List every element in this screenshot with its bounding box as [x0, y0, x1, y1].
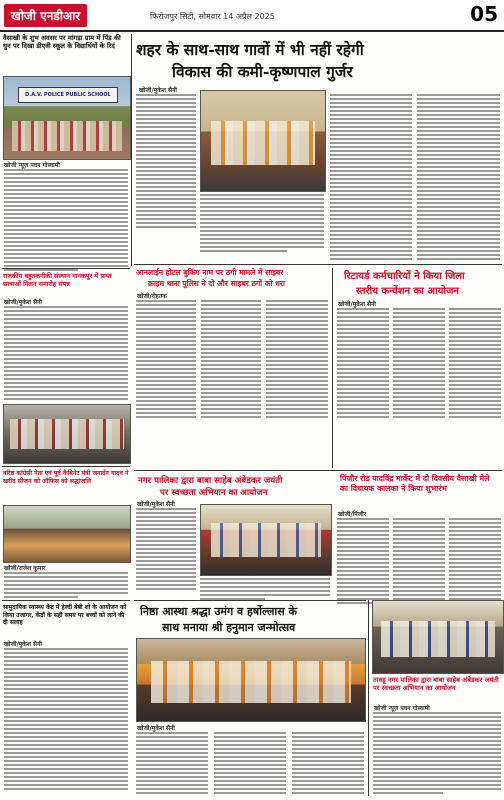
headline-hanuman-line2: साथ मनाया श्री हनुमान जन्मोत्सव: [162, 621, 296, 634]
body-pinjor-col2: [393, 518, 445, 606]
body-pinjor-col1: [337, 518, 389, 606]
headline-hanuman-line1: निष्ठा आस्था श्रद्धा उमंग व हर्षोल्लास के: [140, 605, 297, 618]
byline-hanuman: खोजी/मुकेश सैनी: [137, 725, 175, 732]
headline-retired-line1: रिटायर्ड कर्मचारियों ने किया जिला: [344, 271, 465, 282]
body-hanuman-col3: [292, 732, 364, 796]
body-rajbhawan: [4, 306, 128, 402]
body-officer: [4, 572, 128, 600]
body-banner-col2: [200, 194, 324, 254]
masthead: [0, 0, 504, 32]
byline-retired: खोजी/मुकेश सैनी: [338, 301, 376, 308]
body-hanuman-col1: [136, 732, 208, 796]
headline-cyber-line2: क्राइम थाना पुलिस ने दो और साइबर ठगों को धरा: [148, 279, 285, 288]
body-banner-col1: [136, 94, 196, 230]
body-ambedkar-col1: [136, 508, 196, 592]
photo-rajbhawan: [3, 404, 131, 464]
photo-tavadu: [372, 600, 504, 674]
headline-tavadu: तावडू नगर पालिका द्वारा बाबा साहेब अंबेडकर जयंती पर स्वच्छता अभियान का आयोजन: [373, 676, 499, 693]
byline-tavadu: खोजी न्यूज़ पवन गोस्वामी: [374, 705, 430, 712]
headline-retired-line2: स्तरीय कन्वेंशन का आयोजन: [356, 286, 459, 297]
headline-pinjor: पिंजौर रोड यादविंद्र मार्केट में दो दिवसीय वैसाखी मेले का विधायक कालका ने किया शुभारंभ: [340, 474, 490, 493]
body-banner-col3: [330, 94, 412, 262]
headline-rajbhawan: राजकीय बहुतकनीकी संस्थान नानकपुर में प्राप्त छात्राओं मिलन समारोह संपन्न: [3, 272, 112, 288]
byline-banner: खोजी/मुकेश सैनी: [139, 87, 177, 94]
byline-mahila: खोजी/मुकेश सैनी: [4, 641, 42, 648]
body-pinjor-col3: [449, 518, 501, 606]
body-ambedkar-col2: [200, 578, 330, 602]
headline-mahila: सामुदायिक स्वास्थ्य केंद्र में हेल्दी बेबी शो के आयोजन को किया उजागर, केंद्रों के सही समय पर बच्चों को लाने की दी सलाह: [3, 604, 127, 627]
body-tavadu: [373, 712, 501, 796]
photo-hanuman: [136, 638, 366, 722]
body-hanuman-col2: [214, 732, 286, 796]
brand-logo: खोजी एनडीआर: [4, 4, 87, 27]
body-retired-col3: [449, 308, 501, 420]
byline-cyber: खोजी/रोहतक: [137, 293, 167, 300]
photo-banner-ceremony: [200, 90, 326, 192]
headline-banner-line2: विकास की कमी-कृष्णपाल गुर्जर: [172, 62, 353, 81]
byline-school: खोजी न्यूज़ पवन गोस्वामी: [4, 162, 60, 169]
photo-ambedkar: [200, 504, 332, 576]
photo-officer: [3, 505, 131, 563]
headline-banner-line1: शहर के साथ-साथ गावों में भी नहीं रहेगी: [136, 40, 364, 59]
headline-cyber-line1: आनलाईन होटल बुकिंग नाम पर ठगी मामले में साइबर: [136, 268, 284, 277]
byline-officer: खोजी/राजेश कुमार: [4, 565, 46, 572]
byline-rajbhawan: खोजी/मुकेश सैनी: [4, 299, 42, 306]
headline-school: वैसाखी के शुभ अवसर पर मांगड़ा ग्राम में पिंड की धुन पर दिखा डीएवी स्कूल के विद्यार्थियों के रिदं: [3, 34, 121, 51]
headline-officer: वरिष्ठ कांग्रेसी नेता एवं पूर्व कैबिनेट मंत्री जनार्दन यादव ने खरीद सीजन को ऑफिस को श्रद्धांजलि: [3, 470, 129, 485]
body-banner-col4: [417, 94, 500, 262]
headline-ambedkar-line2: पर स्वच्छता अभियान का आयोजन: [160, 488, 268, 498]
body-retired-col2: [393, 308, 445, 420]
photo-school: [3, 76, 131, 160]
body-school: [4, 169, 128, 273]
body-retired-col1: [337, 308, 389, 420]
dateline: फिरोजपुर सिटी, सोमवार 14 अप्रैल 2025: [150, 12, 275, 21]
byline-pinjor: खोजी/पिंजौर: [338, 511, 367, 518]
body-cyber-col2: [201, 300, 261, 420]
headline-ambedkar-line1: नगर पालिका द्वारा बाबा साहेब अंबेडकर जयंती: [138, 476, 283, 486]
school-sign: D.A.V. POLICE PUBLIC SCHOOL: [18, 87, 118, 103]
byline-ambedkar: खोजी/मुकेश सैनी: [137, 501, 175, 508]
body-cyber-col1: [136, 300, 196, 420]
body-cyber-col3: [266, 300, 328, 420]
body-mahila: [4, 648, 128, 792]
page-number: 05: [470, 2, 498, 26]
